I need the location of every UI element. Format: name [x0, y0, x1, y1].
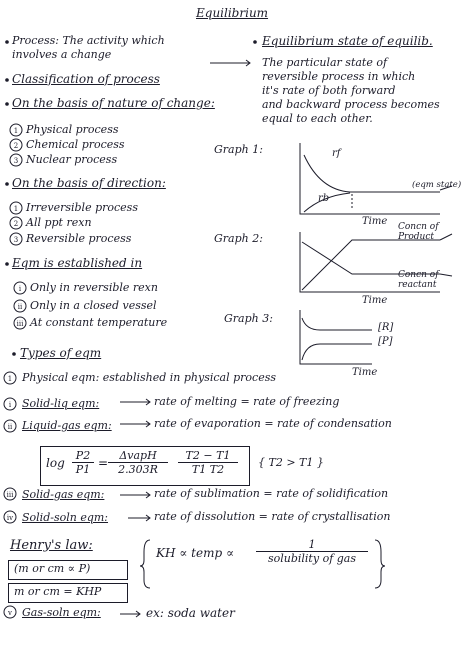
bullet-icon — [5, 262, 9, 266]
eqm-item-1: Only in reversible rexn — [30, 281, 158, 294]
solid-soln-label: Solid-soln eqm: — [22, 511, 109, 524]
arrow-icon — [120, 421, 150, 427]
bullet-icon — [5, 102, 9, 106]
arrow-icon — [120, 492, 150, 498]
page-title: Equilibrium — [196, 6, 269, 20]
eqm-item-3: At constant temperature — [30, 316, 168, 329]
formula-condition: { T2 > T1 } — [258, 456, 324, 469]
solid-gas-text: rate of sublimation = rate of solidification — [154, 487, 389, 500]
numeral-label: 2 — [13, 220, 19, 228]
direction-item-2: All ppt rexn — [26, 216, 92, 229]
graph-1-backward-label: rb — [318, 193, 330, 204]
brace-icon — [375, 540, 385, 588]
numeral-label: ii — [17, 303, 23, 311]
graph-1-time: Time — [362, 216, 388, 227]
eqm-state-heading: Equilibrium state of equilib. — [262, 34, 433, 48]
numeral-label: i — [18, 285, 22, 293]
formula-t-num: T2 − T1 — [185, 449, 231, 462]
formula-h-fraction — [108, 449, 168, 476]
arrow-icon — [128, 515, 150, 521]
kh-denominator: solubility of gas — [256, 551, 368, 565]
kh-fraction — [256, 538, 368, 565]
numeral-label: 3 — [13, 236, 19, 244]
arrow-icon — [120, 399, 150, 405]
graph-2-time: Time — [362, 295, 388, 306]
henry-equation: m or cm = KHP — [14, 585, 102, 598]
graph-3-r-legend: [R] — [378, 322, 394, 333]
nature-heading: On the basis of nature of change: — [12, 96, 215, 110]
eqm-state-line-4: and backward process becomes — [262, 98, 440, 111]
kh-text: KH ∝ temp ∝ — [156, 546, 235, 560]
formula-dh: ΔvapH — [119, 449, 157, 462]
eqm-item-2: Only in a closed vessel — [30, 299, 157, 312]
formula-t-den: T1 T2 — [178, 462, 238, 476]
brace-icon — [140, 540, 150, 588]
physical-eqm: Physical eqm: established in physical process — [22, 371, 276, 384]
direction-heading: On the basis of direction: — [12, 176, 166, 190]
bullet-icon — [12, 352, 16, 356]
formula-p-fraction — [72, 449, 94, 476]
bullet-icon — [5, 78, 9, 82]
graph-3-r-curve — [302, 318, 372, 330]
kh-numerator: 1 — [308, 538, 316, 551]
graph-2-product: Concn of Product — [398, 222, 439, 242]
numeral-label: 2 — [13, 142, 19, 150]
direction-item-1: Irreversible process — [26, 201, 138, 214]
numeral-label: 1 — [7, 375, 13, 383]
formula-p2: P2 — [75, 449, 91, 462]
eqm-state-line-2: reversible process in which — [262, 70, 416, 83]
henry-heading: Henry's law: — [10, 538, 93, 553]
solid-liq-text: rate of melting = rate of freezing — [154, 395, 340, 408]
formula-t-fraction — [178, 449, 238, 476]
gas-soln-text: ex: soda water — [146, 606, 235, 620]
bullet-icon — [5, 182, 9, 186]
graph-3-p-curve — [302, 344, 372, 360]
graph-3-axes — [300, 310, 372, 364]
formula-equals: = — [98, 456, 109, 470]
numeral-label: ii — [7, 423, 13, 431]
nature-item-2: Chemical process — [26, 138, 125, 151]
numeral-label: i — [8, 401, 12, 409]
numeral-label: v — [8, 609, 12, 617]
classification-heading: Classification of process — [12, 72, 160, 86]
formula-log: log — [46, 456, 65, 470]
graph-3-label: Graph 3: — [224, 312, 273, 325]
nature-item-1: Physical process — [26, 123, 119, 136]
types-heading: Types of eqm — [20, 346, 102, 360]
graph-1-forward-label: rf — [332, 148, 341, 159]
liquid-gas-text: rate of evaporation = rate of condensation — [154, 417, 392, 430]
solid-gas-label: Solid-gas eqm: — [22, 488, 105, 501]
gas-soln-label: Gas-soln eqm: — [22, 606, 101, 619]
numeral-label: 1 — [13, 127, 19, 135]
graph-3-time: Time — [352, 367, 378, 378]
graph-3-p-legend: [P] — [378, 336, 393, 347]
graph-1-label: Graph 1: — [214, 143, 263, 156]
henry-proportional: (m or cm ∝ P) — [14, 562, 91, 575]
graph-2-label: Graph 2: — [214, 232, 263, 245]
formula-p1: P1 — [72, 462, 94, 476]
liquid-gas-label: Liquid-gas eqm: — [22, 419, 112, 432]
eqm-state-line-1: The particular state of — [262, 56, 388, 69]
eqm-heading: Eqm is established in — [12, 256, 143, 270]
numeral-label: iv — [6, 514, 14, 522]
graph-3 — [300, 310, 372, 364]
bullet-icon — [253, 40, 257, 44]
solid-liq-label: Solid-liq eqm: — [22, 397, 100, 410]
numeral-label: iii — [16, 320, 24, 328]
eqm-state-line-3: it's rate of both forward — [262, 84, 396, 97]
direction-item-3: Reversible process — [26, 232, 132, 245]
bullet-icon — [5, 40, 9, 44]
numeral-label: 3 — [13, 157, 19, 165]
solid-soln-text: rate of dissolution = rate of crystallisation — [154, 510, 391, 523]
eqm-state-line-5: equal to each other. — [262, 112, 373, 125]
arrow-icon — [120, 611, 140, 617]
process-definition: Process: The activity which involves a change — [12, 34, 165, 61]
graph-1-note: (eqm state) — [412, 180, 462, 190]
nature-item-3: Nuclear process — [26, 153, 118, 166]
numeral-label: 1 — [13, 205, 19, 213]
graph-2-reactant: Concn of reactant — [398, 270, 439, 290]
numeral-label: iii — [6, 491, 14, 499]
formula-r: 2.303R — [108, 462, 168, 476]
